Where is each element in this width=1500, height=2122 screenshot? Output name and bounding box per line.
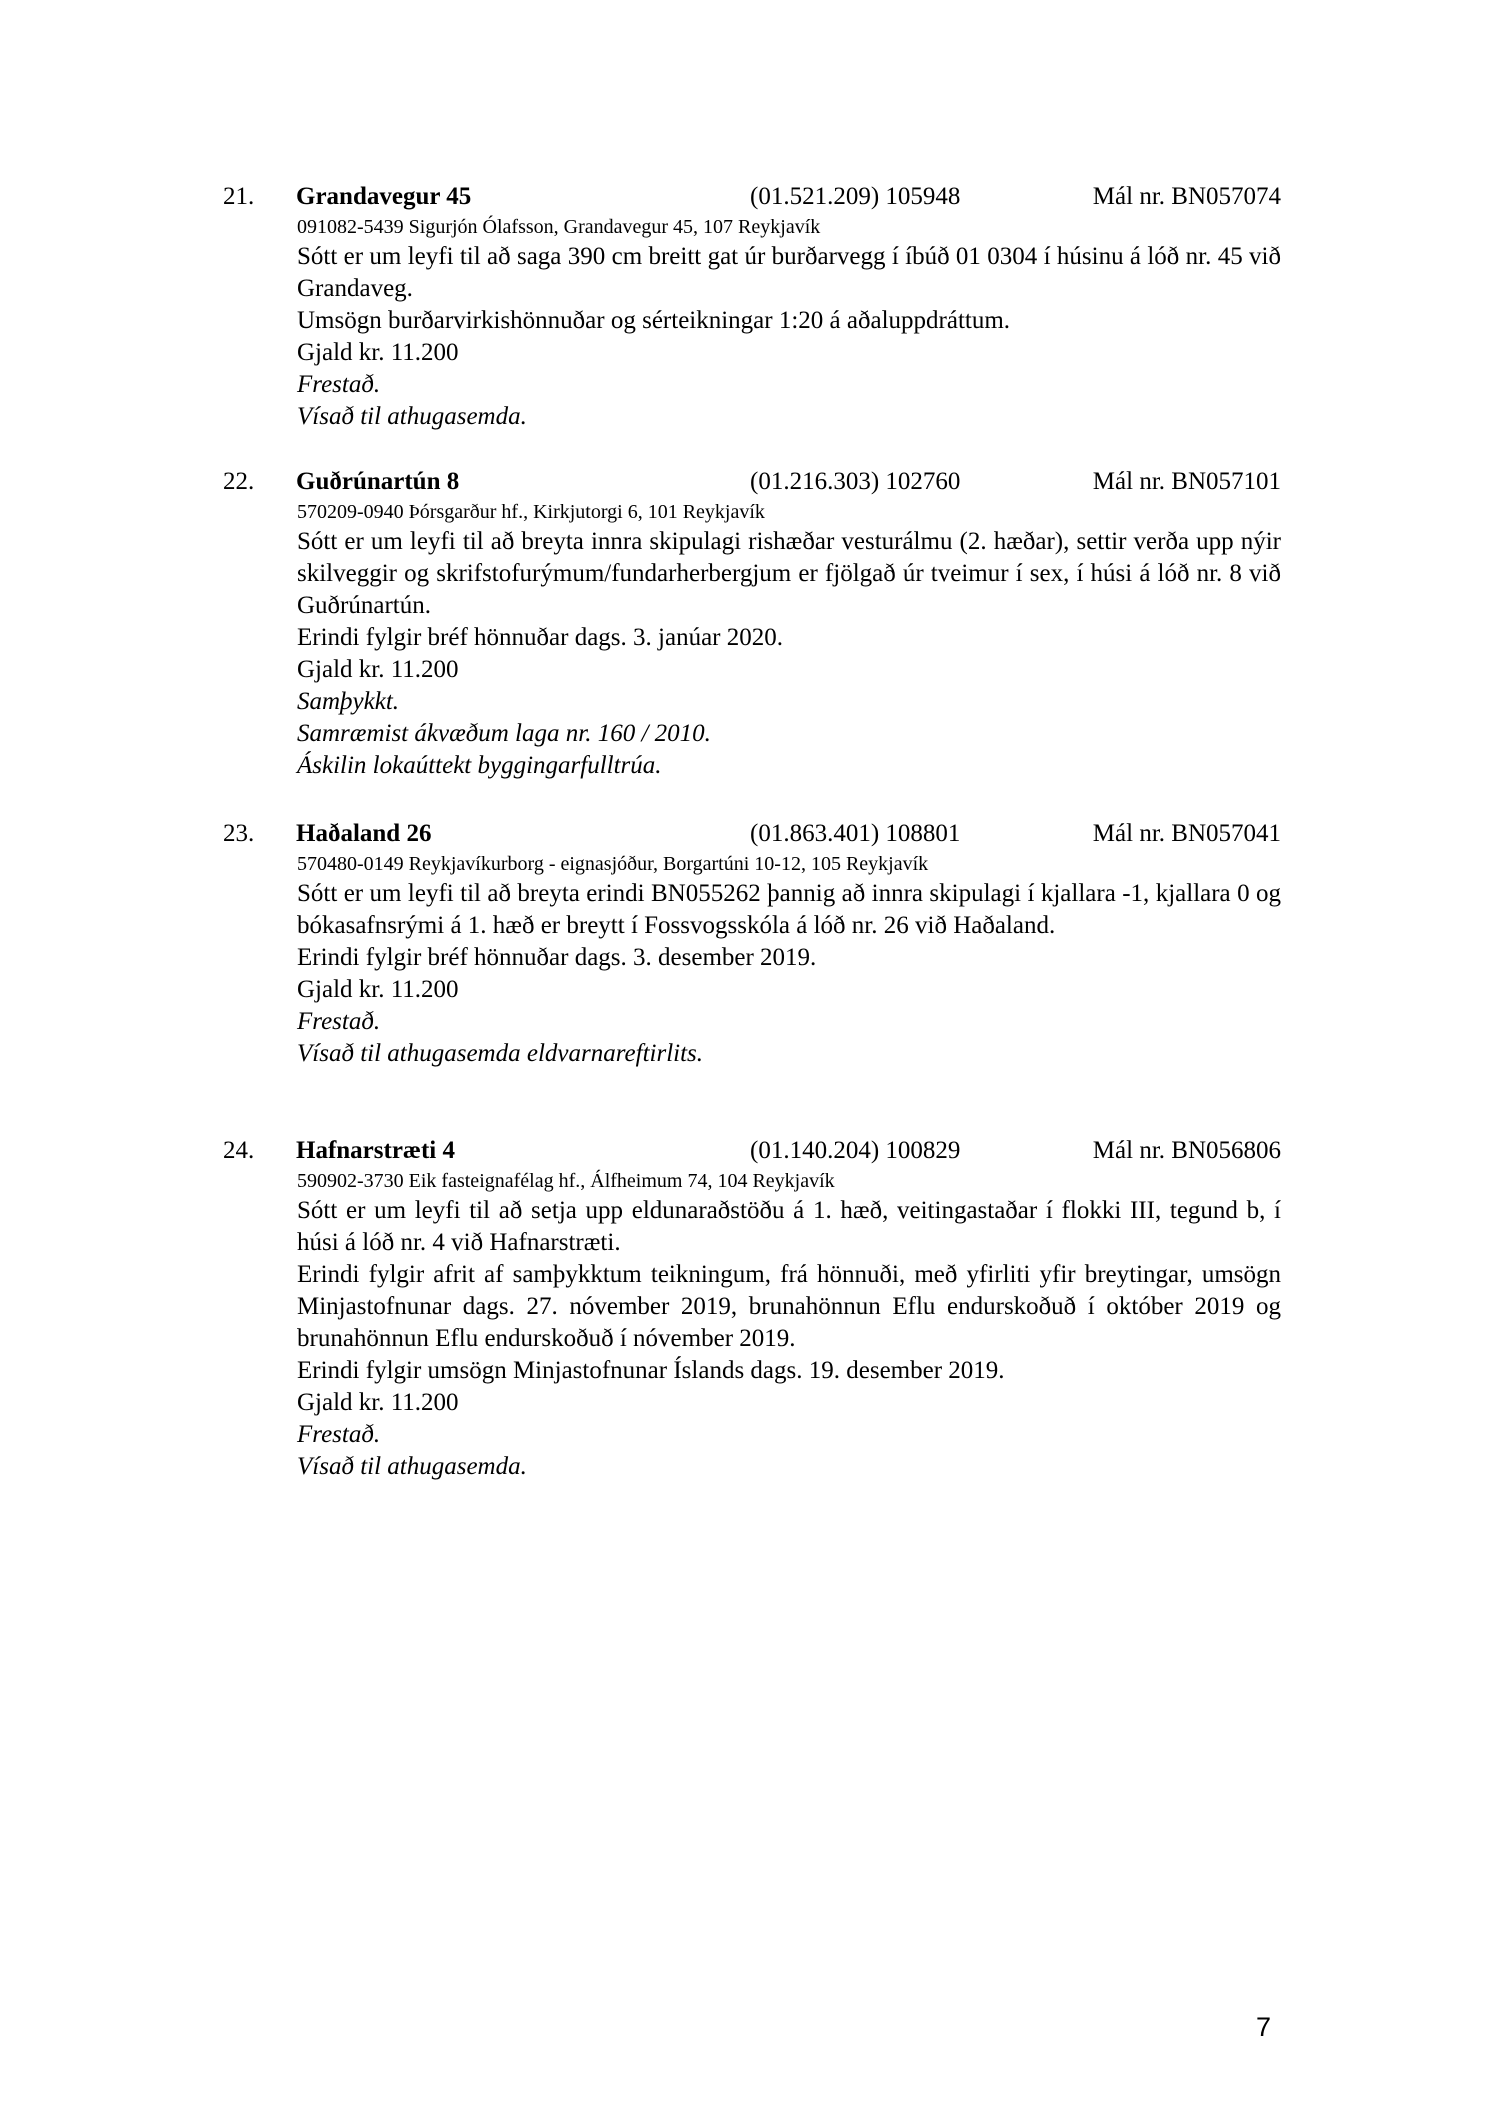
entry-number: 21.: [223, 183, 255, 210]
entry-body: [297, 850, 1281, 1070]
entry-header: [223, 181, 1281, 213]
decision: Vísað til athugasemda.: [297, 1453, 527, 1480]
property-address: Hafnarstræti 4: [296, 1137, 455, 1164]
decision: Frestað.: [297, 371, 381, 398]
decision: Samþykkt.: [297, 688, 400, 715]
entry-number: 22.: [223, 468, 255, 495]
decision: Frestað.: [297, 1008, 381, 1035]
lot-number: (01.216.303) 102760: [750, 468, 961, 495]
case-number: Mál nr. BN057041: [1092, 820, 1281, 847]
case-entry: [223, 181, 1281, 433]
case-number: Mál nr. BN056806: [1092, 1137, 1281, 1164]
case-number: Mál nr. BN057074: [1092, 183, 1281, 210]
entry-number: 23.: [223, 820, 255, 847]
entry-body: [297, 1167, 1281, 1483]
fee: Gjald kr. 11.200: [297, 1389, 459, 1416]
description: Sótt er um leyfi til að breyta erindi BN055262 þannig að innra skipulagi í kjallara -1, kjallara 0 og bókasafnsrými á 1. hæð er breytt í Fossvogsskóla á lóð nr. 26 við Haðaland.: [297, 880, 1281, 939]
note: Erindi fylgir bréf hönnuðar dags. 3. desember 2019.: [297, 944, 817, 971]
fee: Gjald kr. 11.200: [297, 656, 459, 683]
note: Erindi fylgir afrit af samþykktum teikningum, frá hönnuði, með yfirliti yfir breytingar, umsögn Minjastofnunar dags. 27. nóvember 2019, brunahönnun Eflu endurskoðuð í október 2019 og brunahönnun Eflu endurskoðuð í nóvember 2019.: [297, 1261, 1281, 1352]
applicant: 570480-0149 Reykjavíkurborg - eignasjóður, Borgartúni 10-12, 105 Reykjavík: [297, 853, 929, 875]
page-number: 7: [1256, 2012, 1272, 2042]
case-number: Mál nr. BN057101: [1092, 468, 1281, 495]
case-entry: [223, 466, 1281, 782]
entry-body: [297, 498, 1281, 782]
description: Sótt er um leyfi til að saga 390 cm breitt gat úr burðarvegg í íbúð 01 0304 í húsinu á lóð nr. 45 við Grandaveg.: [297, 243, 1281, 302]
entry-header: [223, 466, 1281, 498]
entry-header: [223, 1135, 1281, 1167]
lot-number: (01.863.401) 108801: [750, 820, 961, 847]
entry-header: [223, 818, 1281, 850]
note: Umsögn burðarvirkishönnuðar og sérteikningar 1:20 á aðaluppdráttum.: [297, 307, 1011, 334]
decision: Vísað til athugasemda eldvarnareftirlits.: [297, 1040, 704, 1067]
note: Erindi fylgir bréf hönnuðar dags. 3. janúar 2020.: [297, 624, 783, 651]
fee: Gjald kr. 11.200: [297, 976, 459, 1003]
lot-number: (01.140.204) 100829: [750, 1137, 961, 1164]
case-entry: [223, 818, 1281, 1070]
entry-number: 24.: [223, 1137, 255, 1164]
note: Erindi fylgir umsögn Minjastofnunar Íslands dags. 19. desember 2019.: [297, 1357, 1005, 1384]
property-address: Grandavegur 45: [296, 183, 472, 210]
applicant: 570209-0940 Þórsgarður hf., Kirkjutorgi 6, 101 Reykjavík: [297, 501, 765, 523]
entry-body: [297, 213, 1281, 433]
description: Sótt er um leyfi til að breyta innra skipulagi rishæðar vesturálmu (2. hæðar), settir verða upp nýir skilveggir og skrifstofurýmum/fundarherbergjum er fjölgað úr tveimur í sex, í húsi á lóð nr. 8 við Guðrúnartún.: [297, 528, 1281, 619]
applicant: 590902-3730 Eik fasteignafélag hf., Álfheimum 74, 104 Reykjavík: [297, 1170, 835, 1192]
applicant: 091082-5439 Sigurjón Ólafsson, Grandavegur 45, 107 Reykjavík: [297, 216, 821, 238]
lot-number: (01.521.209) 105948: [750, 183, 961, 210]
decision: Vísað til athugasemda.: [297, 403, 527, 430]
fee: Gjald kr. 11.200: [297, 339, 459, 366]
property-address: Haðaland 26: [296, 820, 432, 847]
decision: Frestað.: [297, 1421, 381, 1448]
description: Sótt er um leyfi til að setja upp eldunaraðstöðu á 1. hæð, veitingastaðar í flokki III, tegund b, í húsi á lóð nr. 4 við Hafnarstræti.: [297, 1197, 1281, 1256]
decision: Áskilin lokaúttekt byggingarfulltrúa.: [297, 752, 662, 779]
case-entry: [223, 1135, 1281, 1483]
property-address: Guðrúnartún 8: [296, 468, 460, 495]
decision: Samræmist ákvæðum laga nr. 160 / 2010.: [297, 720, 711, 747]
